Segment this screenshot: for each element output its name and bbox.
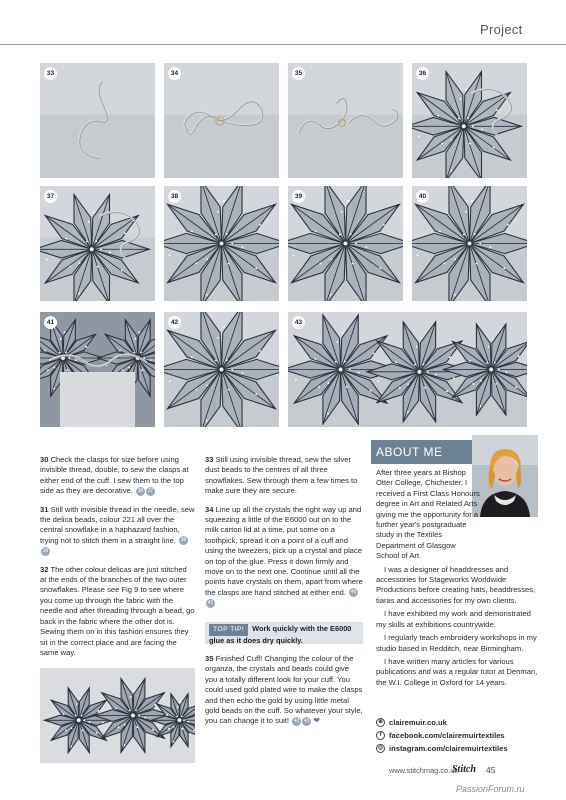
step-text: Still using invisible thread, sew the silver dust beads to the centres of all three snowflakes. Sew through them a few times to make sure they are secure. — [205, 455, 358, 496]
photo-ref-badge: 38 — [180, 537, 187, 544]
about-paragraph: After three years at Bishop Otter College, Chichester, I received a First Class Honours degree in Art and Related Arts giving me the opportunity for a further year's postgraduate study in the Textiles Department of Glasgow School of Art. — [376, 468, 480, 561]
photo-number-badge: 43 — [292, 316, 305, 329]
step-number: 30 — [40, 455, 49, 464]
photo-image — [164, 312, 279, 427]
social-link[interactable] — [376, 742, 546, 754]
instruction-step — [40, 565, 195, 659]
page-number: 45 — [486, 765, 496, 775]
about-me-text — [376, 468, 542, 691]
photo-number-badge: 33 — [44, 67, 57, 80]
photo-number-badge: 42 — [168, 316, 181, 329]
step-number: 31 — [40, 504, 49, 514]
step-photo-39 — [288, 186, 403, 301]
instructions-column-2 — [205, 455, 363, 617]
photo-image — [40, 63, 155, 178]
photo-image — [412, 186, 527, 301]
instruction-step — [40, 455, 195, 497]
step-photo-34 — [164, 63, 279, 178]
step-photo-41 — [40, 312, 155, 427]
photo-image — [288, 186, 403, 301]
photo-image — [288, 312, 527, 427]
photo-image — [40, 186, 155, 301]
photo-number-badge: 38 — [168, 190, 181, 203]
step-photo-33 — [40, 63, 155, 178]
step-text: Still with invisible thread in the needle, sew the delica beads, colour 221 all over the central snowflake in a haphazard fashion, trying not to stitch them in a straight line. — [40, 504, 195, 545]
photo-image — [40, 668, 195, 763]
photo-number-badge: 39 — [292, 190, 305, 203]
photo-number-badge: 40 — [416, 190, 429, 203]
photo-image — [412, 63, 527, 178]
top-tip-text: Work quickly with the E6000 glue as it does dry quickly. — [209, 624, 352, 645]
photo-ref-badge: 36 — [137, 487, 144, 494]
top-tip-box — [205, 622, 363, 644]
instructions-column-1 — [40, 455, 195, 666]
social-link-text: clairemuir.co.uk — [389, 717, 447, 727]
footer-url[interactable]: www.stitchmag.co.uk — [389, 766, 459, 775]
instagram-icon: ◎ — [376, 744, 385, 753]
step-photo-38 — [164, 186, 279, 301]
heart-icon: ❤ — [313, 716, 320, 726]
step-35 — [205, 654, 363, 735]
step-number: 33 — [205, 455, 214, 464]
step-number: 35 — [205, 654, 214, 663]
social-link-text: facebook.com/clairemuirtextiles — [389, 730, 505, 740]
photo-image — [288, 63, 403, 178]
step-photo-36 — [412, 63, 527, 178]
photo-number-badge: 41 — [44, 316, 57, 329]
instruction-step — [40, 505, 195, 557]
photo-ref-badge: 42 — [293, 717, 300, 724]
photo-ref-badge: 40 — [350, 589, 357, 596]
social-link[interactable] — [376, 716, 546, 728]
photo-number-badge: 35 — [292, 67, 305, 80]
finished-cuff-photo — [40, 668, 195, 763]
photo-number-badge: 36 — [416, 67, 429, 80]
step-text: Check the clasps for size before using invisible thread, double, to sew the clasps at either end of the cuff. I sew them to the top side as they are decorative. — [40, 455, 189, 496]
photo-image — [40, 312, 155, 427]
magazine-brand: Stitch — [452, 764, 476, 775]
photo-image — [164, 63, 279, 178]
step-photo-35 — [288, 63, 403, 178]
social-link[interactable] — [376, 729, 546, 741]
step-text: Finished Cuff! Changing the colour of the organza, the crystals and beads could give you a totally different look for your cuff. You could used gold plated wire to make the clasps and then echo the gold by using little metal gold beads on the cuff. So whatever your style, you can change it to suit! — [205, 654, 363, 726]
step-text: The other colour delicas are just stitched at the ends of the branches of the two outer snowflakes. Please see Fig 9 to see where you come up through the fabric with the needle and after threading through a bead, go back in the fabric where the other dot is. Sewing them on in this fashion ensures they sit in the correct place and are facing the same way. — [40, 564, 195, 657]
facebook-icon: f — [376, 731, 385, 740]
section-label: Project — [480, 22, 523, 37]
about-me-heading: ABOUT ME — [371, 440, 472, 464]
about-paragraph: I was a designer of headdresses and accessories for Stageworks Worldwide Productions before creating hats, headdresses, tiaras and accessories for my own clients. — [376, 564, 536, 605]
about-paragraph: I regularly teach embroidery workshops in my studio based in Redditch, near Birmingham. — [376, 633, 537, 653]
social-link-text: instagram.com/clairemuirtextiles — [389, 743, 508, 753]
step-photo-40 — [412, 186, 527, 301]
photo-ref-badge: 43 — [303, 717, 310, 724]
step-text: Line up all the crystals the right way up and squeezing a little of the E6000 out on to the milk carton lid at a time, put some on a toothpick, spread it on a point of a cuff and using the tweezers, pick up a crystal and place on top of the glue. Press it down firmly and move on to the next one. Continue until all the points have crystals on them, apart from where the clasps are hand stitched at either end. — [205, 504, 363, 597]
step-number: 34 — [205, 504, 214, 514]
top-tip-tag: TOP TIP! — [209, 624, 248, 636]
about-paragraph: I have exhibited my work and demonstrated my skills at exhibitions countrywide. — [376, 609, 531, 629]
site-watermark: PassionForum.ru — [456, 784, 525, 794]
instruction-step — [205, 455, 363, 497]
step-photo-37 — [40, 186, 155, 301]
photo-number-badge: 34 — [168, 67, 181, 80]
step-photo-43 — [288, 312, 527, 427]
section-rule — [0, 44, 566, 45]
photo-number-badge: 37 — [44, 190, 57, 203]
step-photo-42 — [164, 312, 279, 427]
instruction-step — [205, 505, 363, 609]
photo-ref-badge: 39 — [42, 547, 49, 554]
social-links — [376, 716, 546, 755]
photo-image — [164, 186, 279, 301]
globe-icon: ⊕ — [376, 718, 385, 727]
about-paragraph: I have written many articles for various publications and was a regular tutor at Denman, the W.I. College in Oxford for 14 years. — [376, 656, 538, 687]
photo-ref-badge: 41 — [207, 599, 214, 606]
photo-ref-badge: 37 — [147, 487, 154, 494]
step-number: 32 — [40, 564, 49, 574]
